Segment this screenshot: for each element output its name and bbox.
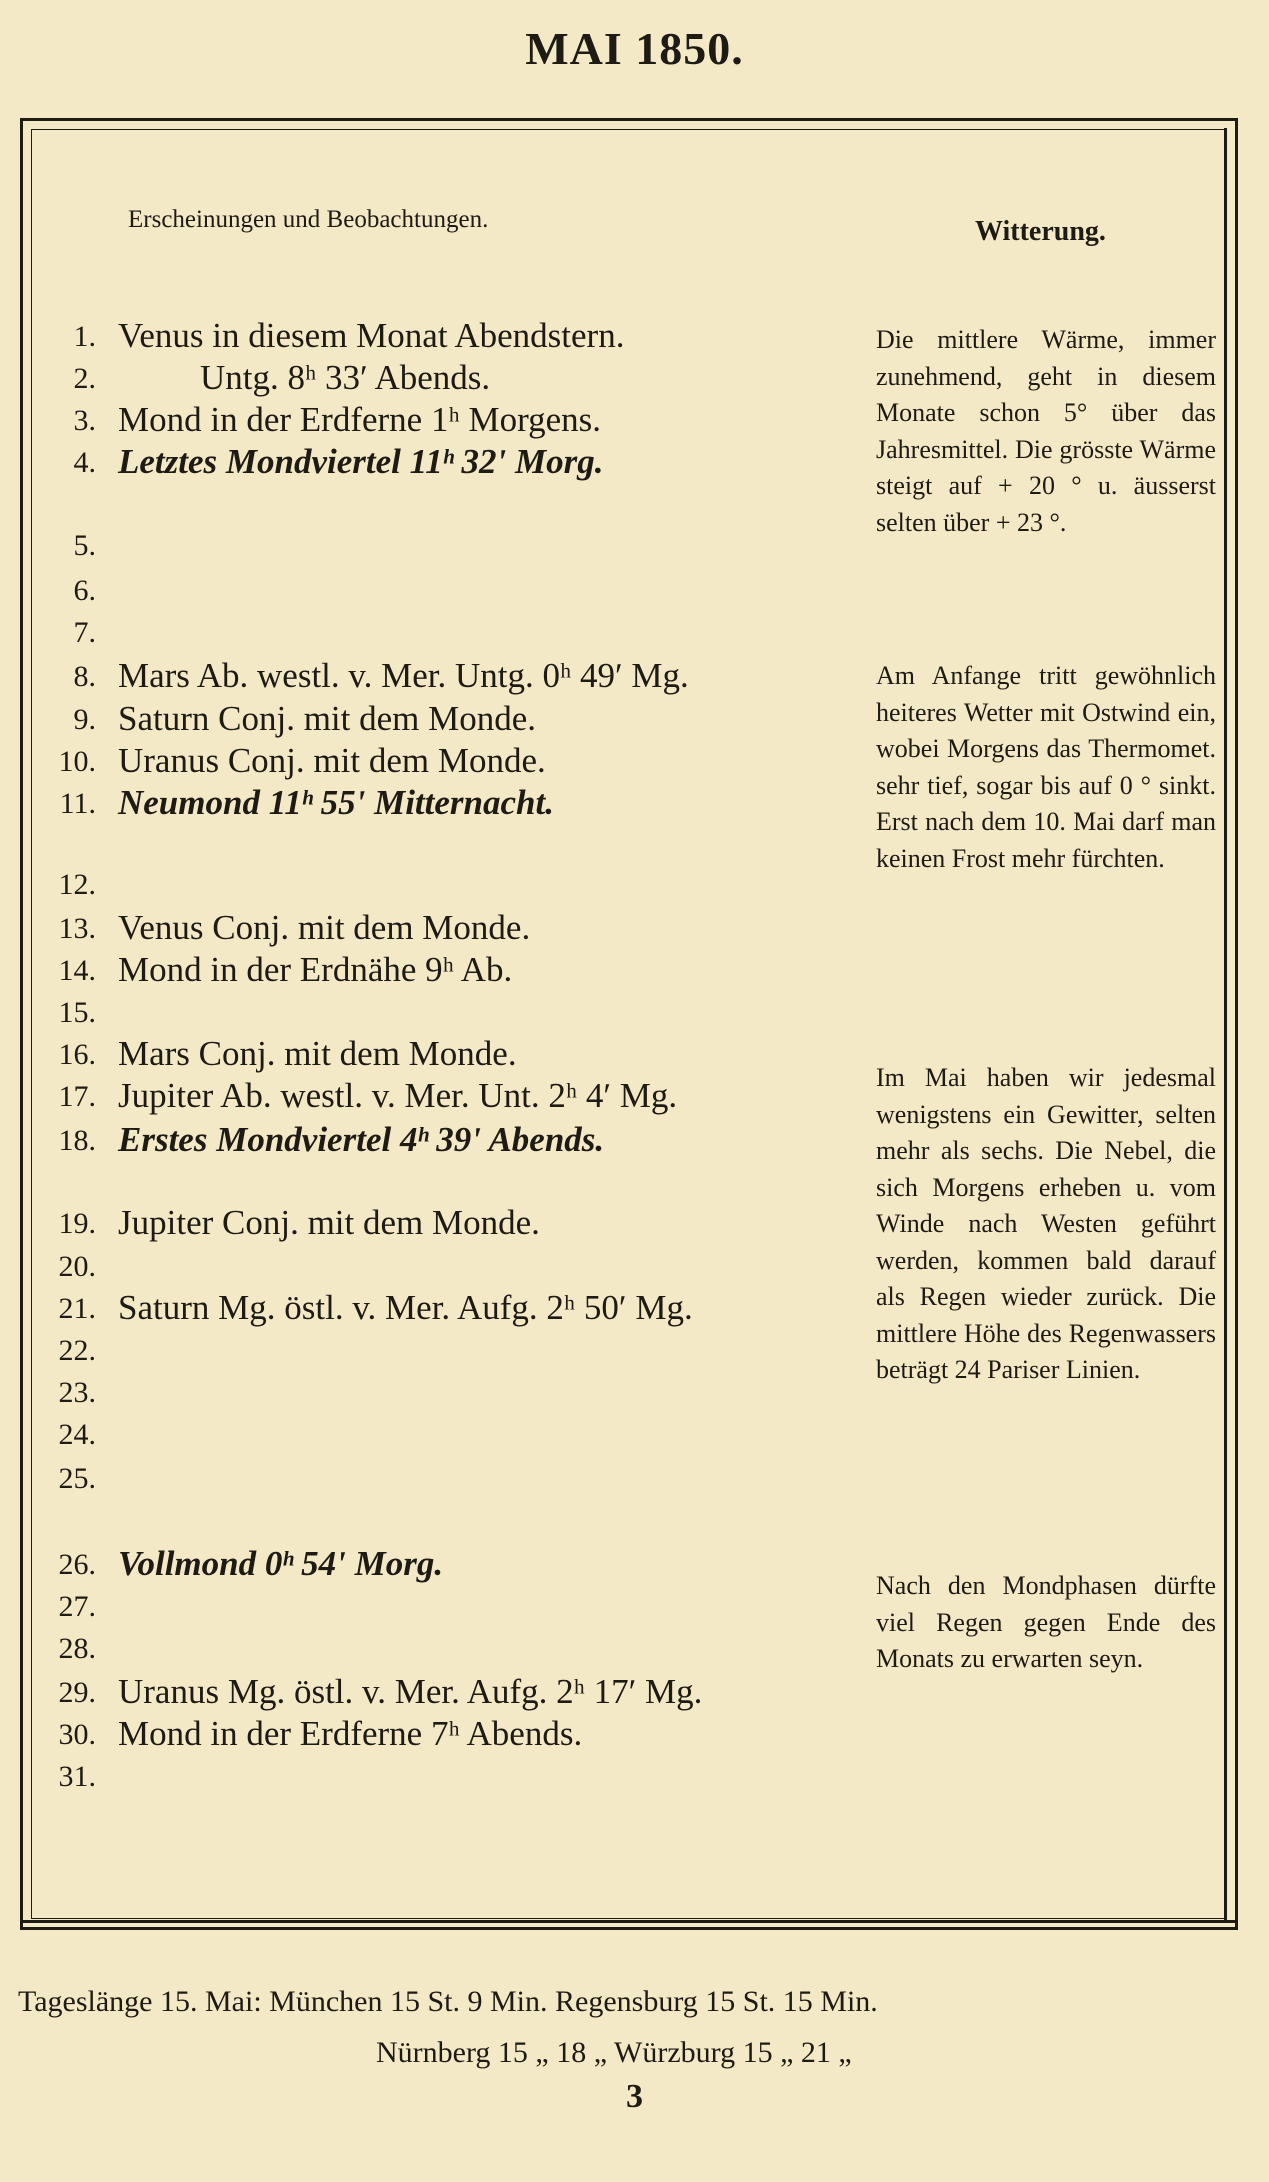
day-number: 7. <box>73 616 96 649</box>
bottom-rule <box>20 1920 1238 1923</box>
day-number: 1. <box>73 320 96 353</box>
entry-venus-evening-star: Venus in diesem Monat Abendstern. <box>118 316 625 355</box>
day-number: 23. <box>58 1376 96 1409</box>
day-number: 14. <box>58 954 96 987</box>
weather-text: Die mittlere Wärme, immer zunehmend, geht in diesem Monate schon 5° über das Jahresmittel. Die grösste Wärme steigt auf + 20 ° u. äusserst selten über + 23 °. <box>876 325 1216 537</box>
day-number: 31. <box>58 1760 96 1793</box>
day-number: 8. <box>73 660 96 693</box>
day-number: 29. <box>58 1676 96 1709</box>
entry-venus-conjunction: Venus Conj. mit dem Monde. <box>118 908 531 947</box>
day-number: 25. <box>58 1462 96 1495</box>
day-number: 16. <box>58 1038 96 1071</box>
entry-uranus-rising: Uranus Mg. östl. v. Mer. Aufg. 2ʰ 17ʹ Mg. <box>118 1672 703 1711</box>
day-number: 19. <box>58 1207 96 1240</box>
weather-text: Im Mai haben wir jedesmal wenigstens ein Gewitter, selten mehr als sechs. Die Nebel, die sich Morgens erheben u. vom Winde nach Westen geführt werden, kommen bald darauf als Regen wieder zurück. Die mittlere Höhe des Regenwassers beträgt 24 Pariser Linien. <box>876 1063 1216 1384</box>
day-number: 26. <box>58 1548 96 1581</box>
entry-venus-setting: Untg. 8ʰ 33ʹ Abends. <box>200 358 491 397</box>
page-number: 3 <box>626 2078 643 2115</box>
observations-heading: Erscheinungen und Beobachtungen. <box>128 206 489 233</box>
entry-jupiter-conjunction: Jupiter Conj. mit dem Monde. <box>118 1203 540 1242</box>
day-number: 11. <box>59 787 96 820</box>
day-number: 28. <box>58 1632 96 1665</box>
entry-last-quarter: Letztes Mondviertel 11ʰ 32ʹ Morg. <box>118 442 604 481</box>
entry-saturn-conjunction: Saturn Conj. mit dem Monde. <box>118 699 537 738</box>
entry-saturn-rising: Saturn Mg. östl. v. Mer. Aufg. 2ʰ 50ʹ Mg. <box>118 1288 693 1327</box>
entry-first-quarter: Erstes Mondviertel 4ʰ 39ʹ Abends. <box>118 1120 605 1159</box>
weather-paragraph <box>876 1060 1216 1389</box>
weather-paragraph <box>876 322 1216 541</box>
day-number: 17. <box>58 1080 96 1113</box>
entry-moon-perigee: Mond in der Erdnähe 9ʰ Ab. <box>118 950 513 989</box>
day-length-line-1: Tageslänge 15. Mai: München 15 St. 9 Min. Regensburg 15 St. 15 Min. <box>18 1985 878 2018</box>
entry-uranus-conjunction: Uranus Conj. mit dem Monde. <box>118 741 546 780</box>
day-number: 3. <box>73 404 96 437</box>
weather-paragraph <box>876 1568 1216 1678</box>
day-number: 27. <box>58 1590 96 1623</box>
weather-text: Nach den Mondphasen dürfte viel Regen gegen Ende des Monats zu erwarten seyn. <box>876 1571 1216 1673</box>
entry-moon-apogee-2: Mond in der Erdferne 7ʰ Abends. <box>118 1714 583 1753</box>
day-number: 22. <box>58 1334 96 1367</box>
day-number: 4. <box>73 446 96 479</box>
entry-full-moon: Vollmond 0ʰ 54ʹ Morg. <box>118 1544 444 1583</box>
right-column-rule <box>1224 128 1227 1922</box>
day-number: 24. <box>58 1418 96 1451</box>
weather-paragraph <box>876 658 1216 877</box>
day-number: 21. <box>58 1292 96 1325</box>
page-title: MAI 1850. <box>525 23 744 74</box>
day-number: 30. <box>58 1718 96 1751</box>
day-number: 15. <box>58 996 96 1029</box>
day-number: 18. <box>58 1124 96 1157</box>
entry-new-moon: Neumond 11ʰ 55ʹ Mitternacht. <box>118 783 554 822</box>
day-number: 9. <box>73 703 96 736</box>
weather-text: Am Anfange tritt gewöhnlich heiteres Wetter mit Ostwind ein, wobei Morgens das Thermomet. sehr tief, sogar bis auf 0 ° sinkt. Erst nach dem 10. Mai darf man keinen Frost mehr fürchten. <box>876 661 1216 873</box>
day-number: 10. <box>58 745 96 778</box>
day-number: 5. <box>73 529 96 562</box>
day-number: 6. <box>73 574 96 607</box>
day-number: 12. <box>58 868 96 901</box>
weather-heading: Witterung. <box>975 216 1106 247</box>
entry-jupiter-setting: Jupiter Ab. westl. v. Mer. Unt. 2ʰ 4ʹ Mg. <box>118 1076 678 1115</box>
entry-mars-setting: Mars Ab. westl. v. Mer. Untg. 0ʰ 49ʹ Mg. <box>118 656 689 695</box>
day-number: 20. <box>58 1250 96 1283</box>
entry-mars-conjunction: Mars Conj. mit dem Monde. <box>118 1034 517 1073</box>
day-number: 2. <box>73 362 96 395</box>
day-length-line-2: Nürnberg 15 „ 18 „ Würzburg 15 „ 21 „ <box>376 2036 852 2069</box>
entry-moon-apogee: Mond in der Erdferne 1ʰ Morgens. <box>118 400 601 439</box>
bottom-rule-thin <box>20 1929 1238 1930</box>
day-number: 13. <box>58 912 96 945</box>
